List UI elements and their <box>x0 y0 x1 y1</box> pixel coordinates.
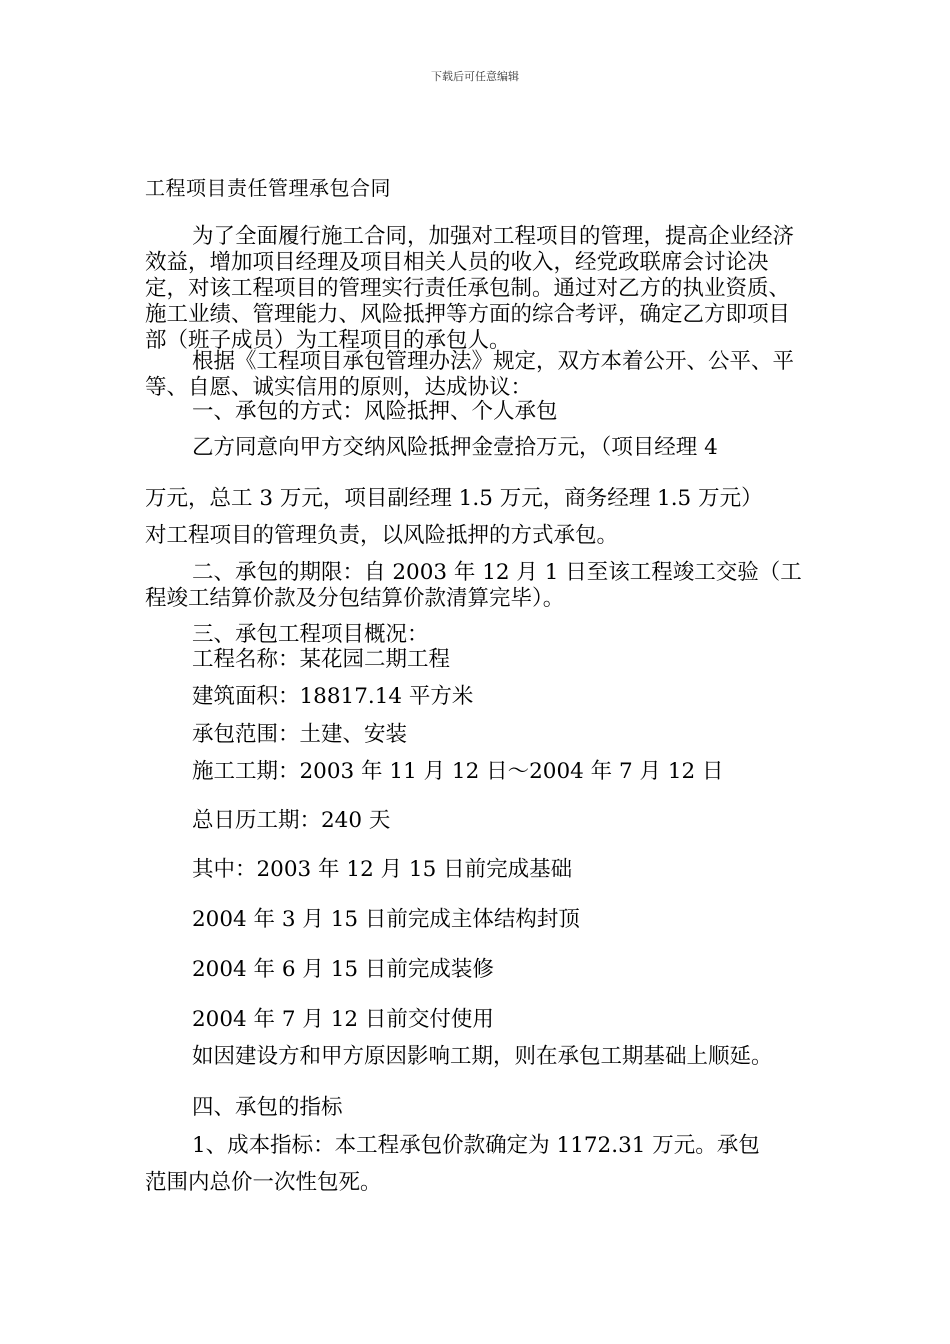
header-note: 下载后可任意编辑 <box>431 70 519 83</box>
milestone-4: 2004 年 7 月 12 日前交付使用 <box>192 1007 494 1032</box>
section2: 二、承包的期限：自 2003 年 12 月 1 日至该工程竣工交验（工程竣工结算价款及分包结算价款清算完毕）。 <box>145 560 802 611</box>
document-title: 工程项目责任管理承包合同 <box>145 176 391 200</box>
scope: 承包范围：土建、安装 <box>192 722 408 747</box>
section1-heading: 一、承包的方式：风险抵押、个人承包 <box>192 399 558 424</box>
project-name: 工程名称：某花园二期工程 <box>192 647 451 672</box>
construction-period: 施工工期：2003 年 11 月 12 日～2004 年 7 月 12 日 <box>192 759 724 784</box>
paragraph-basis: 根据《工程项目承包管理办法》规定，双方本着公开、公平、平等、自愿、诚实信用的原则，达成协议： <box>145 349 795 400</box>
building-area: 建筑面积：18817.14 平方米 <box>192 684 474 709</box>
section3-heading: 三、承包工程项目概况： <box>192 622 429 647</box>
section1-line1: 乙方同意向甲方交纳风险抵押金壹拾万元，（项目经理 4 <box>192 435 718 460</box>
milestone-2: 2004 年 3 月 15 日前完成主体结构封顶 <box>192 907 580 932</box>
section4-heading: 四、承包的指标 <box>192 1095 343 1120</box>
paragraph-intro: 为了全面履行施工合同，加强对工程项目的管理，提高企业经济效益，增加项目经理及项目相关人员的收入，经党政联席会讨论决定，对该工程项目的管理实行责任承包制。通过对乙方的执业资质、施工业绩、管理能力、风险抵押等方面的综合考评，确定乙方即项目部（班子成员）为工程项目的承包人。 <box>145 224 795 353</box>
section4-line1: 1、成本指标：本工程承包价款确定为 1172.31 万元。承包 <box>192 1133 760 1158</box>
milestone-3: 2004 年 6 月 15 日前完成装修 <box>192 957 494 982</box>
section4-line2: 范围内总价一次性包死。 <box>145 1170 382 1195</box>
milestone-1: 其中：2003 年 12 月 15 日前完成基础 <box>192 857 573 882</box>
delay-clause: 如因建设方和甲方原因影响工期，则在承包工期基础上顺延。 <box>192 1044 773 1069</box>
total-days: 总日历工期：240 天 <box>192 808 391 833</box>
section1-line2: 万元，总工 3 万元，项目副经理 1.5 万元，商务经理 1.5 万元） <box>145 486 763 511</box>
section1-line3: 对工程项目的管理负责，以风险抵押的方式承包。 <box>145 523 619 548</box>
